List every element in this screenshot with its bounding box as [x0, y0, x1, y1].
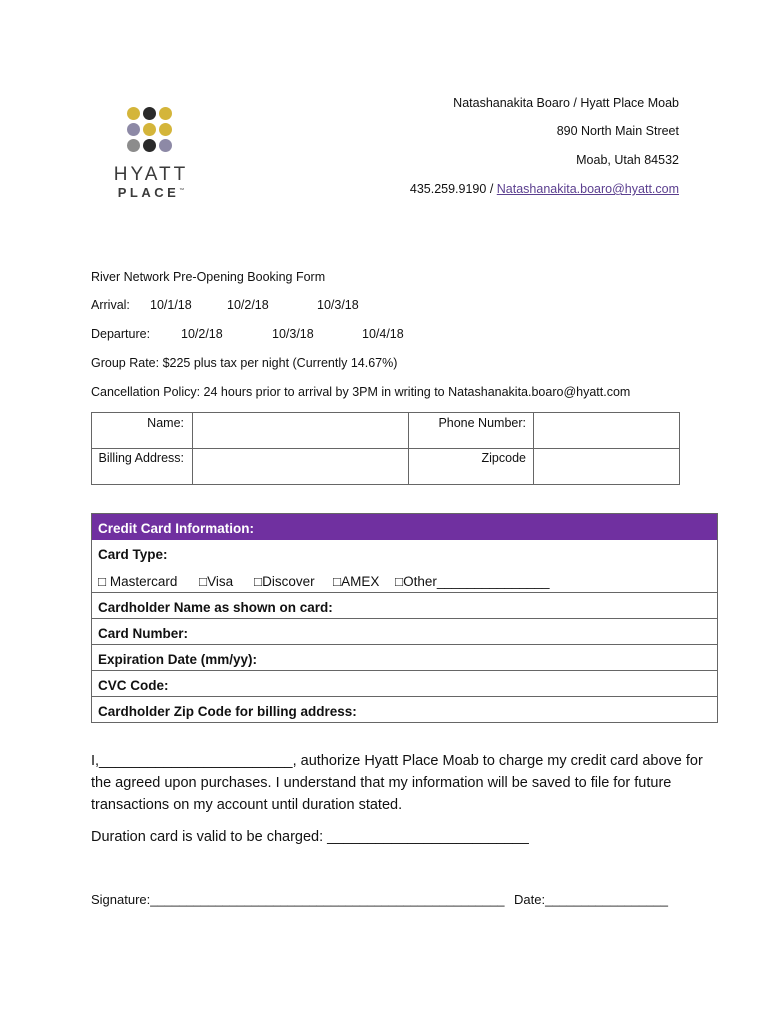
logo-dot [159, 107, 172, 120]
logo-word-place: PLACE™ [117, 185, 185, 200]
departure-date: 10/4/18 [362, 327, 404, 341]
cvc-code-field[interactable] [92, 670, 717, 696]
cardholder-zip-field[interactable] [92, 696, 717, 722]
billing-address-field[interactable] [193, 449, 407, 484]
name-field[interactable] [193, 413, 407, 448]
header-contact-name: Natashanakita Boaro / Hyatt Place Moab [453, 96, 679, 110]
duration-field[interactable]: Duration card is valid to be charged: _________________________ [91, 829, 529, 845]
logo-dot [159, 123, 172, 136]
phone-label: Phone Number: [438, 416, 526, 430]
card-type-label: Card Type: [98, 547, 168, 562]
card-number-field[interactable] [92, 618, 717, 644]
logo-dot [143, 107, 156, 120]
arrival-label: Arrival: [91, 298, 130, 312]
arrival-date: 10/2/18 [227, 298, 269, 312]
logo-word-hyatt: HYATT [113, 164, 189, 185]
arrival-date: 10/1/18 [150, 298, 192, 312]
authorization-line-2: the agreed upon purchases. I understand that my information will be saved to file for future [91, 775, 672, 791]
card-option-discover[interactable]: □Discover [254, 574, 315, 589]
cardholder-name-field[interactable] [92, 592, 717, 618]
card-number-label: Card Number: [98, 626, 189, 641]
form-title: River Network Pre-Opening Booking Form [91, 270, 326, 284]
card-option-visa[interactable]: □Visa [199, 574, 234, 589]
group-rate: Group Rate: $225 plus tax per night (Currently 14.67%) [91, 356, 398, 370]
arrival-date: 10/3/18 [317, 298, 359, 312]
expiration-date-field[interactable] [92, 644, 717, 670]
credit-card-table [91, 513, 718, 723]
header-email-link[interactable]: Natashanakita.boaro@hyatt.com [496, 182, 679, 196]
card-option-amex[interactable]: □AMEX [333, 574, 380, 589]
header-street: 890 North Main Street [556, 124, 679, 138]
cardholder-name-label: Cardholder Name as shown on card: [98, 600, 333, 615]
cardholder-zip-label: Cardholder Zip Code for billing address: [98, 704, 357, 719]
date-field[interactable]: Date:_________________ [514, 892, 668, 907]
zipcode-field[interactable] [534, 449, 679, 484]
logo-dot [143, 139, 156, 152]
logo-dot [127, 123, 140, 136]
phone-field[interactable] [534, 413, 679, 448]
logo-dot-grid [127, 107, 173, 153]
authorization-line-3: transactions on my account until duration stated. [91, 797, 403, 813]
expiration-date-label: Expiration Date (mm/yy): [98, 652, 258, 667]
logo-dot [159, 139, 172, 152]
departure-date: 10/3/18 [272, 327, 314, 341]
header-city: Moab, Utah 84532 [576, 153, 679, 167]
zipcode-label: Zipcode [481, 451, 526, 465]
header-phone: 435.259.9190 / [409, 182, 497, 196]
header-phone-email [410, 182, 679, 196]
guest-info-table [91, 412, 680, 485]
cvc-code-label: CVC Code: [98, 678, 169, 693]
signature-field[interactable]: Signature:_________________________________________________ [91, 892, 505, 907]
card-option-mastercard[interactable]: □ Mastercard [98, 574, 178, 589]
card-option-other[interactable]: □Other_______________ [395, 574, 550, 589]
billing-address-label: Billing Address: [98, 451, 184, 465]
name-label: Name: [147, 416, 184, 430]
authorization-line-1: I,________________________, authorize Hyatt Place Moab to charge my credit card above for [91, 753, 703, 769]
departure-label: Departure: [91, 327, 151, 341]
credit-card-header: Credit Card Information: [92, 514, 717, 540]
departure-date: 10/2/18 [181, 327, 223, 341]
logo-dot [143, 123, 156, 136]
logo-dot [127, 107, 140, 120]
logo-dot [127, 139, 140, 152]
cancellation-policy: Cancellation Policy: 24 hours prior to arrival by 3PM in writing to Natashanakita.boaro@hyatt.com [91, 385, 631, 399]
